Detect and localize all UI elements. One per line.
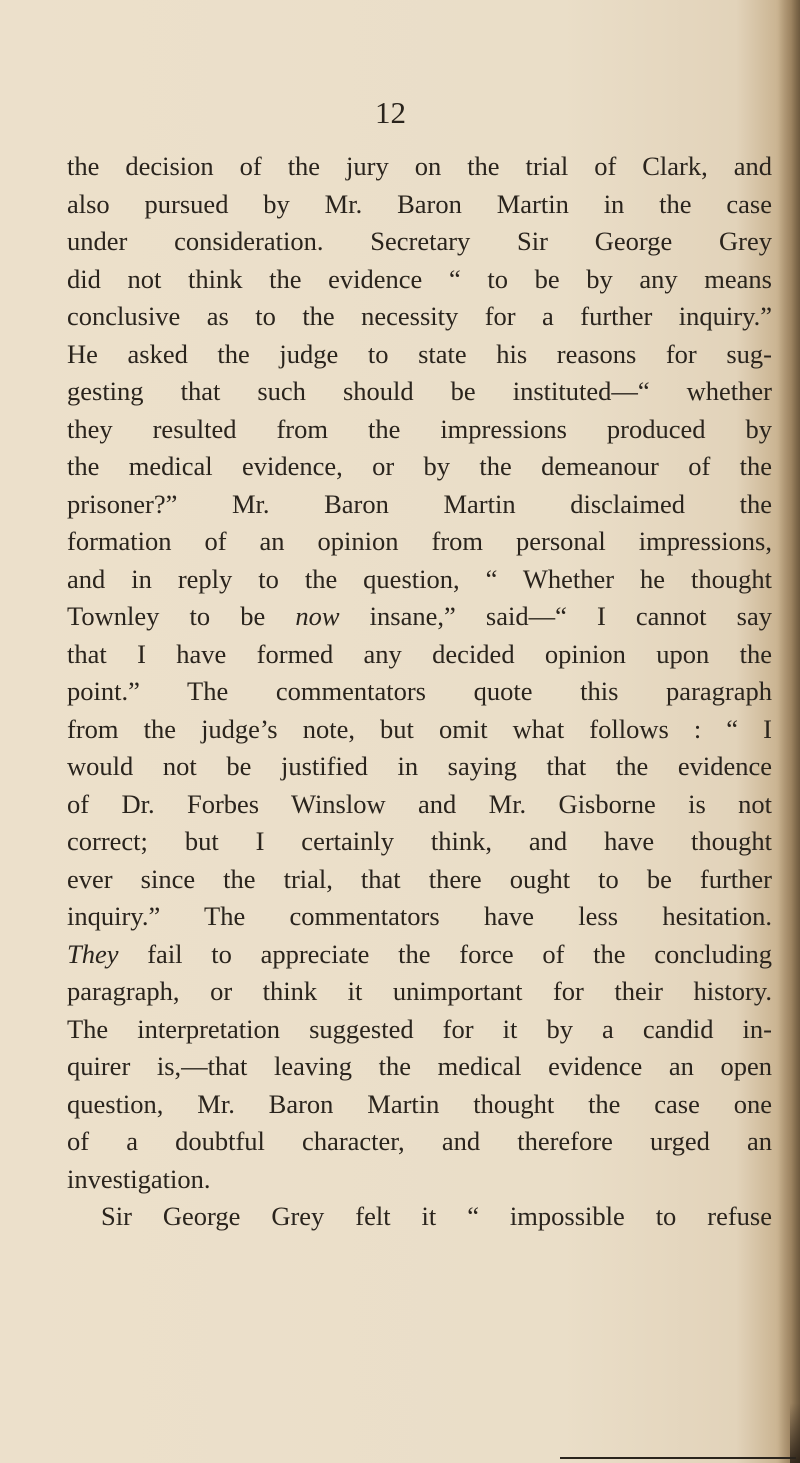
text-line-paragraph-start: Sir George Grey felt it “ impossible to refuse xyxy=(101,1201,772,1231)
text-line: also pursued by Mr. Baron Martin in the case xyxy=(67,188,772,219)
text-line: point.” The commentators quote this paragraph xyxy=(67,676,772,706)
text-line: prisoner?” Mr. Baron Martin disclaimed the xyxy=(67,488,772,519)
text-line: gesting that such should be instituted—“ whether xyxy=(67,376,772,406)
page-corner-mark xyxy=(790,1403,800,1463)
text-line-paragraph-end: investigation. xyxy=(67,1163,211,1194)
text-line: inquiry.” The commentators have less hesitation. xyxy=(67,901,772,931)
text-line: question, Mr. Baron Martin thought the case one xyxy=(67,1088,772,1119)
italic-word: They xyxy=(67,938,119,969)
text-line: would not be justified in saying that the evidence xyxy=(67,751,772,781)
text-line: paragraph, or think it unimportant for their history. xyxy=(67,976,772,1006)
text-line: under consideration. Secretary Sir George Grey xyxy=(67,226,772,256)
text-line: correct; but I certainly think, and have thought xyxy=(67,826,772,856)
text-line: conclusive as to the necessity for a further inquiry.” xyxy=(67,301,772,331)
text-line: of Dr. Forbes Winslow and Mr. Gisborne is not xyxy=(67,788,772,819)
text-line: quirer is,—that leaving the medical evidence an open xyxy=(67,1051,772,1081)
page-number: 12 xyxy=(375,95,406,130)
text-line: and in reply to the question, “ Whether he thought xyxy=(67,563,772,594)
page-bottom-rule xyxy=(560,1457,796,1459)
italic-word: now xyxy=(295,601,340,631)
text-line: that I have formed any decided opinion upon the xyxy=(67,638,772,669)
text-line: The interpretation suggested for it by a candid in- xyxy=(67,1013,772,1044)
text-line: the decision of the jury on the trial of Clark, and xyxy=(67,151,772,181)
text-line: formation of an opinion from personal impressions, xyxy=(67,526,772,556)
text-line: They fail to appreciate the force of the concluding xyxy=(67,938,772,969)
text-line: He asked the judge to state his reasons for sug- xyxy=(67,338,772,369)
text-line: from the judge’s note, but omit what follows : “ I xyxy=(67,713,772,744)
page-edge-shadow xyxy=(778,0,800,1463)
text-line: the medical evidence, or by the demeanour of the xyxy=(67,451,772,481)
text-line: Townley to be now insane,” said—“ I cannot say xyxy=(67,601,772,631)
body-text xyxy=(67,148,772,1236)
text-line: of a doubtful character, and therefore urged an xyxy=(67,1126,772,1156)
text-line: they resulted from the impressions produced by xyxy=(67,413,772,444)
text-line: ever since the trial, that there ought to be further xyxy=(67,863,772,894)
text-line: did not think the evidence “ to be by any means xyxy=(67,263,772,294)
